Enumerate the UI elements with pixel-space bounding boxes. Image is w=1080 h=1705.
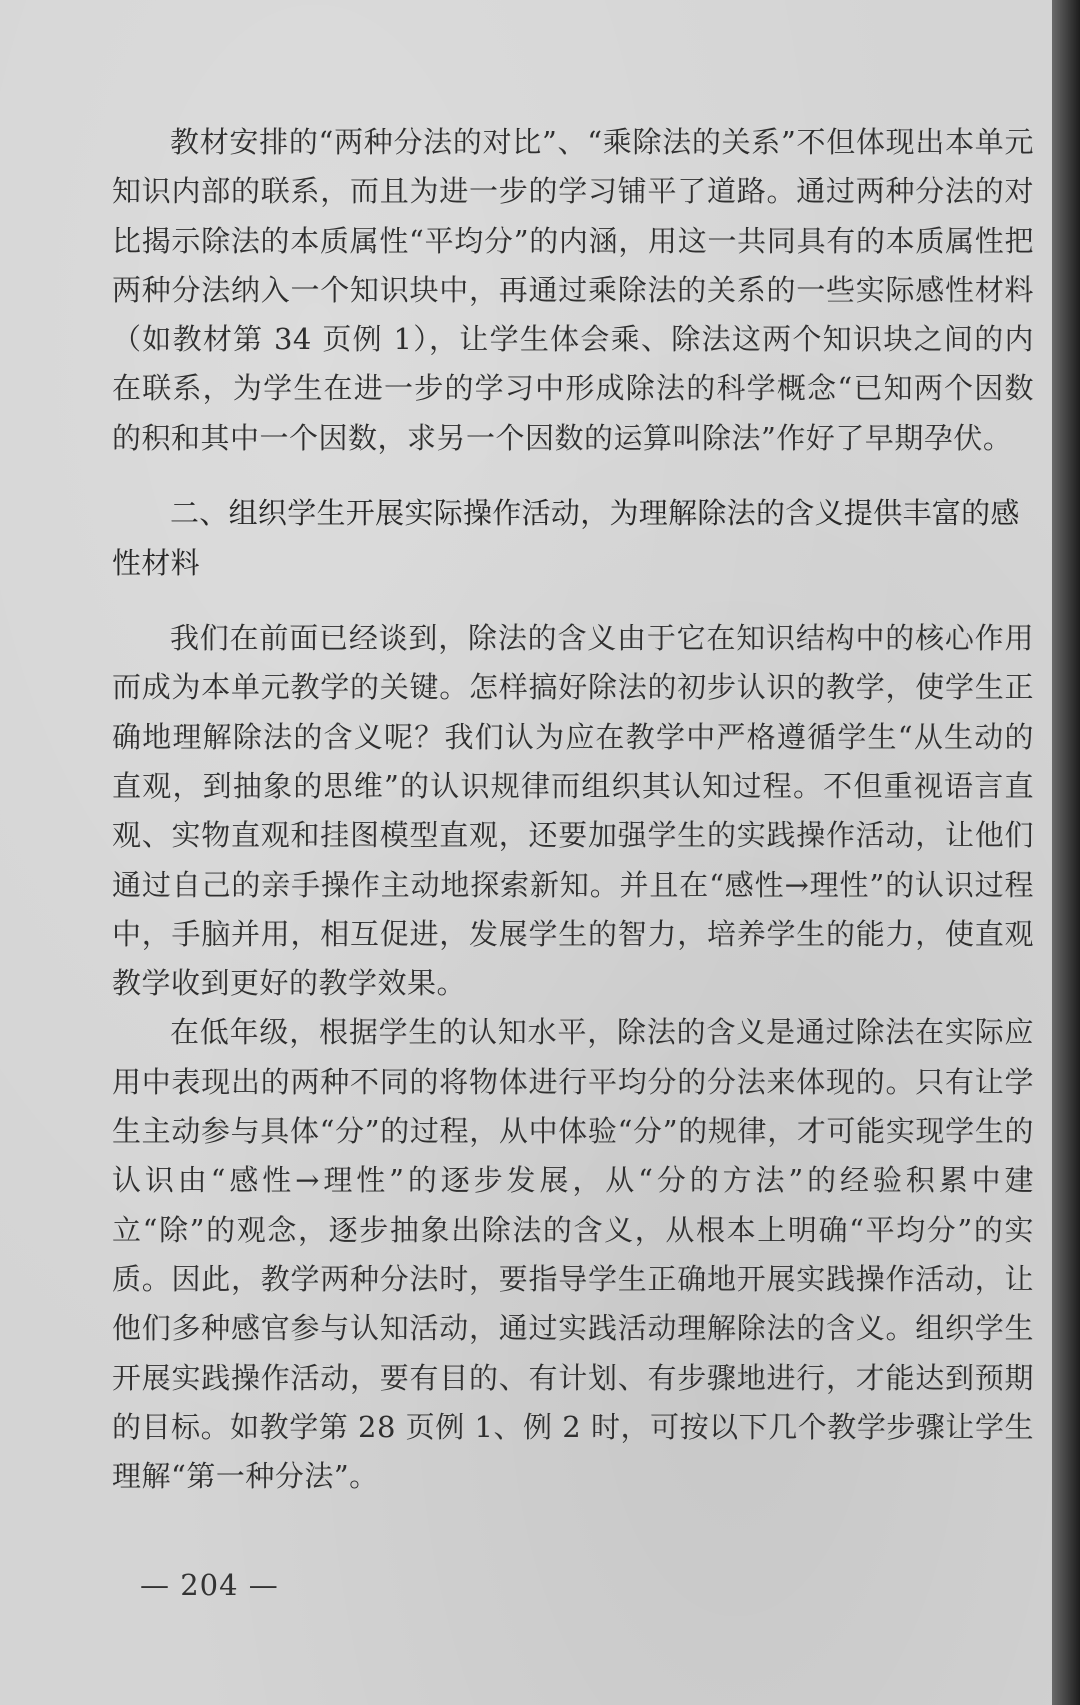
paragraph-2: 我们在前面已经谈到，除法的含义由于它在知识结构中的核心作用而成为本单元教学的关键。怎样搞好除法的初步认识的教学，使学生正确地理解除法的含义呢？我们认为应在教学中严格遵循学生“从生动的直观，到抽象的思维”的认识规律而组织其认知过程。不但重视语言直观、实物直观和挂图模型直观，还要加强学生的实践操作活动，让他们通过自己的亲手操作主动地探索新知。并且在“感性→理性”的认识过程中，手脑并用，相互促进，发展学生的智力，培养学生的能力，使直观教学收到更好的教学效果。 <box>112 621 1034 1001</box>
paragraph-1: 教材安排的“两种分法的对比”、“乘除法的关系”不但体现出本单元知识内部的联系，而且为进一步的学习铺平了道路。通过两种分法的对比揭示除法的本质属性“平均分”的内涵，用这一共同具有的本质属性把两种分法纳入一个知识块中，再通过乘除法的关系的一些实际感性材料（如教材第 34 页例 1），让学生体会乘、除法这两个知识块之间的内在联系，为学生在进一步的学习中形成除法的科学概念“已知两个因数的积和其中一个因数，求另一个因数的运算叫除法”作好了早期孕伏。 <box>112 125 1034 455</box>
page-number: — 204 — <box>140 1568 279 1602</box>
page-body <box>112 118 1034 1501</box>
section-heading: 二、组织学生开展实际操作活动，为理解除法的含义提供丰富的感性材料 <box>112 496 1020 580</box>
page-edge-shadow <box>1052 0 1080 1705</box>
paragraph-3: 在低年级，根据学生的认知水平，除法的含义是通过除法在实际应用中表现出的两种不同的将物体进行平均分的分法来体现的。只有让学生主动参与具体“分”的过程，从中体验“分”的规律，才可能实现学生的认识由“感性→理性”的逐步发展，从“分的方法”的经验积累中建立“除”的观念，逐步抽象出除法的含义，从根本上明确“平均分”的实质。因此，教学两种分法时，要指导学生正确地开展实践操作活动，让他们多种感官参与认知活动，通过实践活动理解除法的含义。组织学生开展实践操作活动，要有目的、有计划、有步骤地进行，才能达到预期的目标。如教学第 28 页例 1、例 2 时，可按以下几个教学步骤让学生理解“第一种分法”。 <box>112 1015 1034 1494</box>
